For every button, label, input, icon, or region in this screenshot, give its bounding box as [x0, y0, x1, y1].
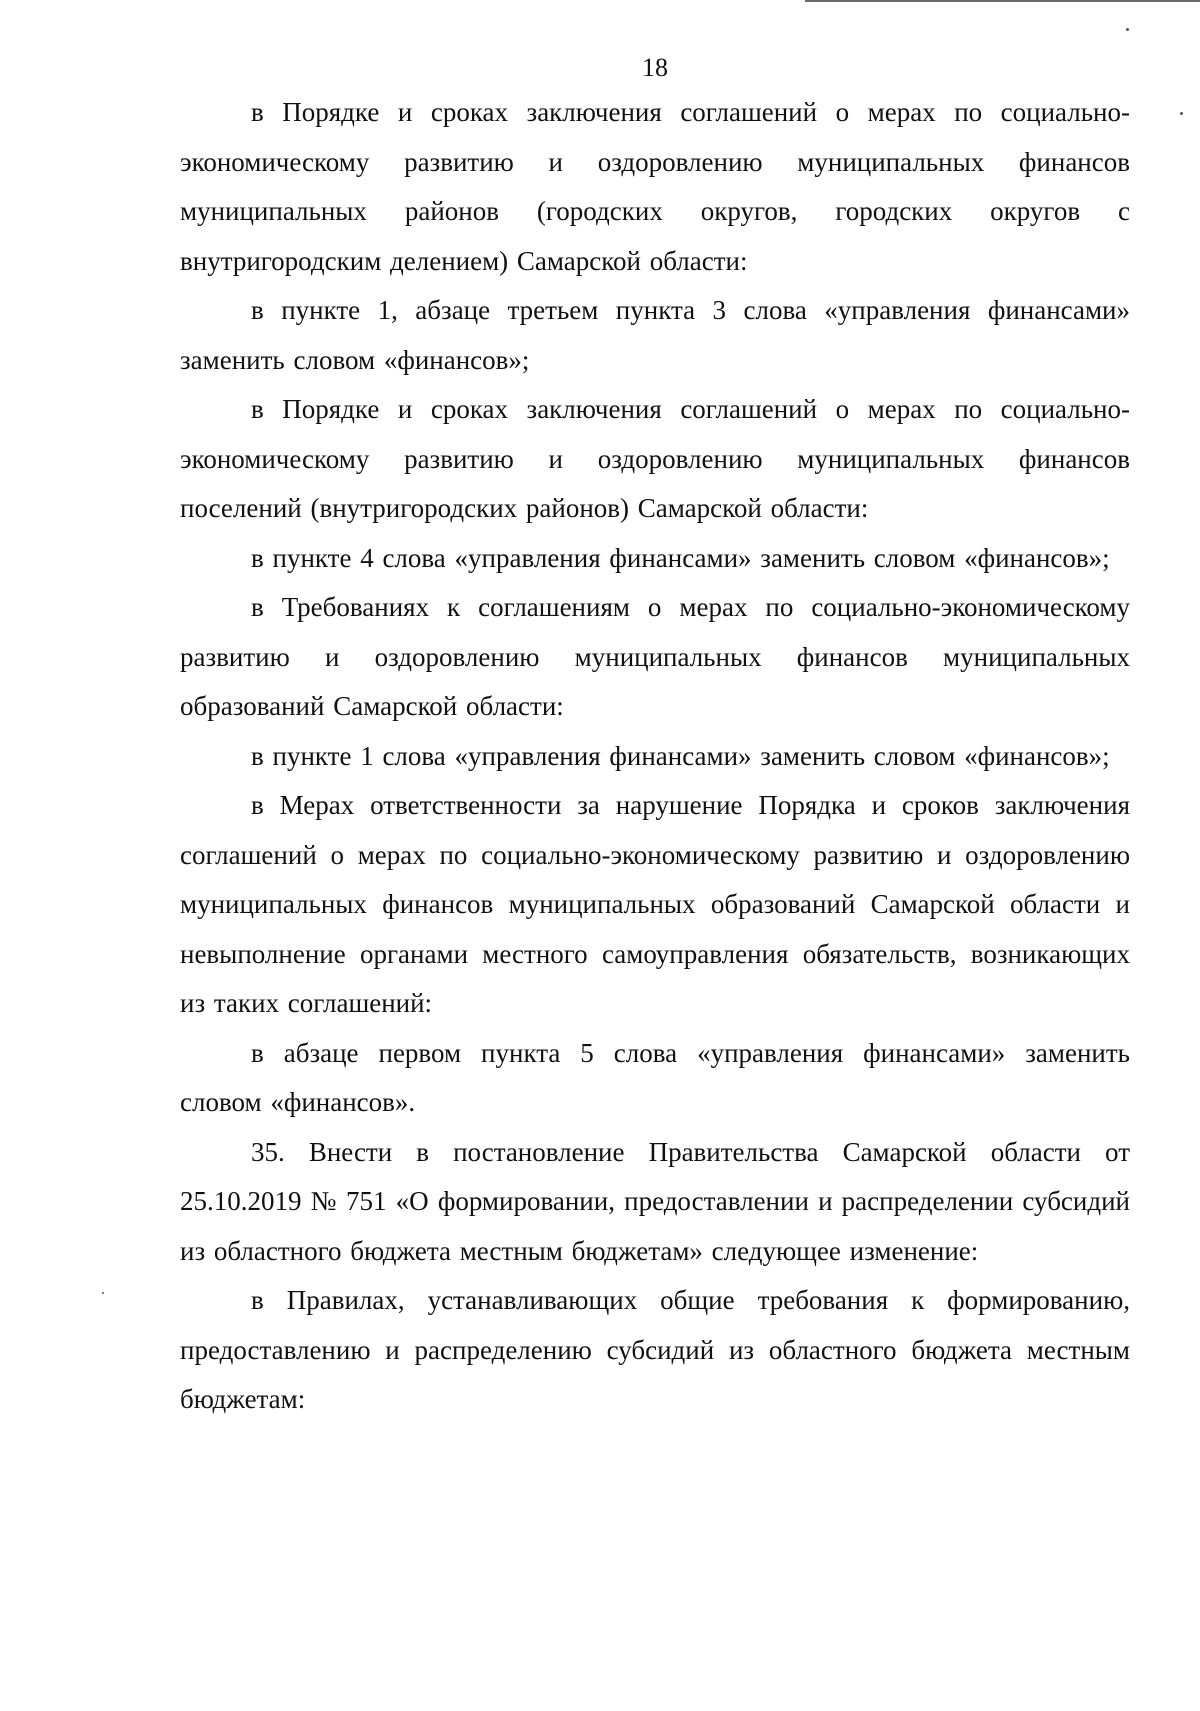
page-number: 18 — [642, 53, 668, 82]
paragraph: 35. Внести в постановление Правительства Самарской области от 25.10.2019 № 751 «О формировании, предоставлении и распределении субсидий из областного бюджета местным бюджетам» следующее изменение: — [180, 1136, 1130, 1266]
scan-speck — [1126, 28, 1129, 31]
document-body — [180, 88, 1130, 1425]
paragraph: в пункте 1 слова «управления финансами» заменить словом «финансов»; — [251, 740, 1110, 771]
paragraph: в Порядке и сроках заключения соглашений о мерах по социально-экономическому развитию и оздоровлению муниципальных финансов муниципальных районов (городских округов, городских округов с внутригородским делением) Самарской области: — [180, 97, 1130, 276]
scan-edge-line — [805, 0, 1200, 2]
scan-speck — [1180, 112, 1183, 115]
paragraph: в пункте 4 слова «управления финансами» заменить словом «финансов»; — [251, 542, 1110, 573]
paragraph: в Правилах, устанавливающих общие требования к формированию, предоставлению и распределению субсидий из областного бюджета местным бюджетам: — [180, 1285, 1130, 1414]
paragraph: в Требованиях к соглашениям о мерах по социально-экономическому развитию и оздоровлению муниципальных финансов муниципальных образований Самарской области: — [180, 592, 1130, 721]
paragraph: в абзаце первом пункта 5 слова «управления финансами» заменить словом «финансов». — [180, 1037, 1130, 1117]
paragraph: в Мерах ответственности за нарушение Порядка и сроков заключения соглашений о мерах по социально-экономическому развитию и оздоровлению муниципальных финансов муниципальных образований Самарской области и невыполнение органами местного самоуправления обязательств, возникающих из таких соглашений: — [180, 790, 1130, 1018]
paragraph: в Порядке и сроках заключения соглашений о мерах по социально-экономическому развитию и оздоровлению муниципальных финансов поселений (внутригородских районов) Самарской области: — [180, 394, 1130, 523]
paragraph: в пункте 1, абзаце третьем пункта 3 слова «управления финансами» заменить словом «финансов»; — [180, 295, 1130, 375]
scan-speck — [102, 1292, 104, 1294]
